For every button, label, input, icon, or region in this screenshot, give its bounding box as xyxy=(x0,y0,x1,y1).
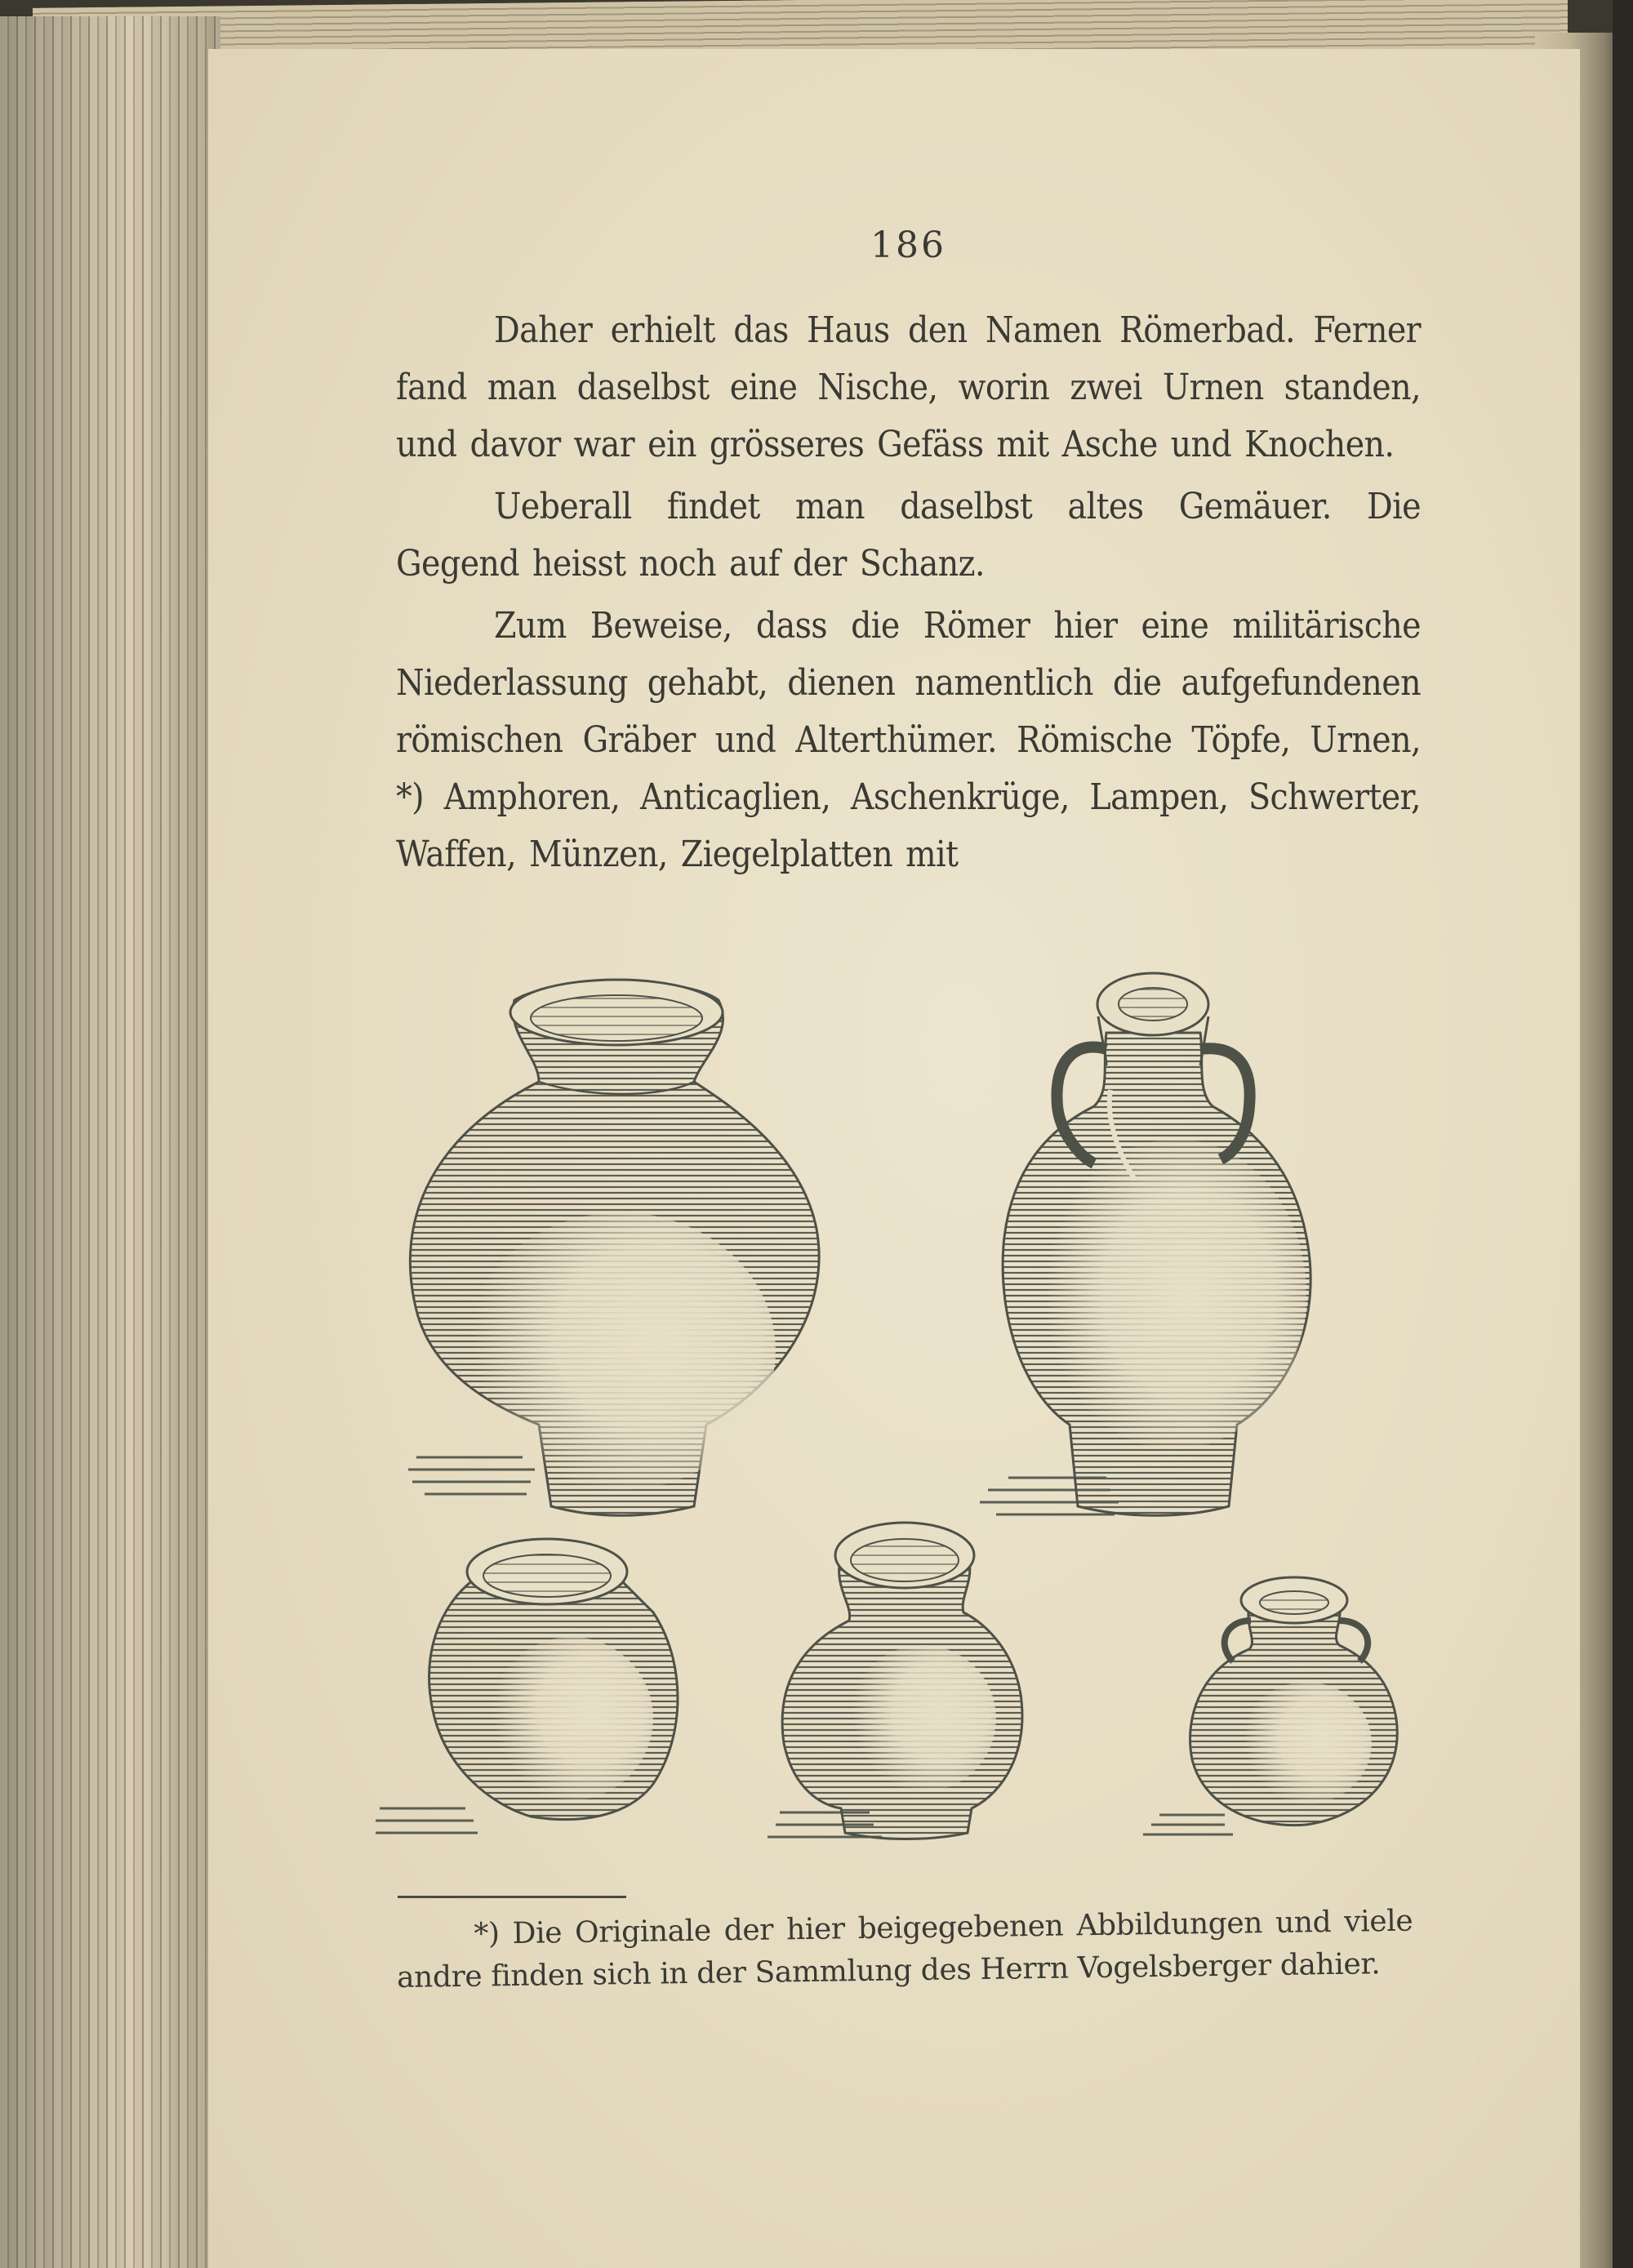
small-pot-2 xyxy=(768,1523,1022,1839)
page-side-edges xyxy=(0,16,220,2268)
pottery-illustration xyxy=(376,967,1453,1874)
paragraph-3: Zum Beweise, dass die Römer hier eine militärische Niederlassung gehabt, dienen namentlich die aufgefundenen römischen Gräber und Alterthümer. Römische Töpfe, Urnen, *) Amphoren, Anticaglien, Aschenkrüge, Lampen, Schwerter, Waffen, Münzen, Ziegelplatten mit xyxy=(396,605,1421,875)
small-pot-3 xyxy=(1143,1577,1397,1834)
paragraph-1: Daher erhielt das Haus den Namen Römerbad. Ferner fand man daselbst eine Nische, worin zwei Urnen standen, und davor war ein grösseres Gefäss mit Asche und Knochen. xyxy=(396,309,1421,465)
page-number: 186 xyxy=(870,225,946,266)
amphora xyxy=(980,973,1310,1515)
paragraph-2: Ueberall findet man daselbst altes Gemäuer. Die Gegend heisst noch auf der Schanz. xyxy=(396,486,1421,585)
large-pot xyxy=(408,980,819,1515)
pottery-engraving xyxy=(376,967,1453,1874)
footnote: *) Die Originale der hier beigegebenen Abbildungen und viele andre finden sich in der Sammlung des Herrn Vogelsberger dahier. xyxy=(396,1904,1413,1995)
small-pot-1 xyxy=(376,1539,678,1833)
book-spine-shadow xyxy=(1613,0,1633,2268)
body-text xyxy=(396,225,1421,888)
footnote-rule xyxy=(398,1896,626,1898)
